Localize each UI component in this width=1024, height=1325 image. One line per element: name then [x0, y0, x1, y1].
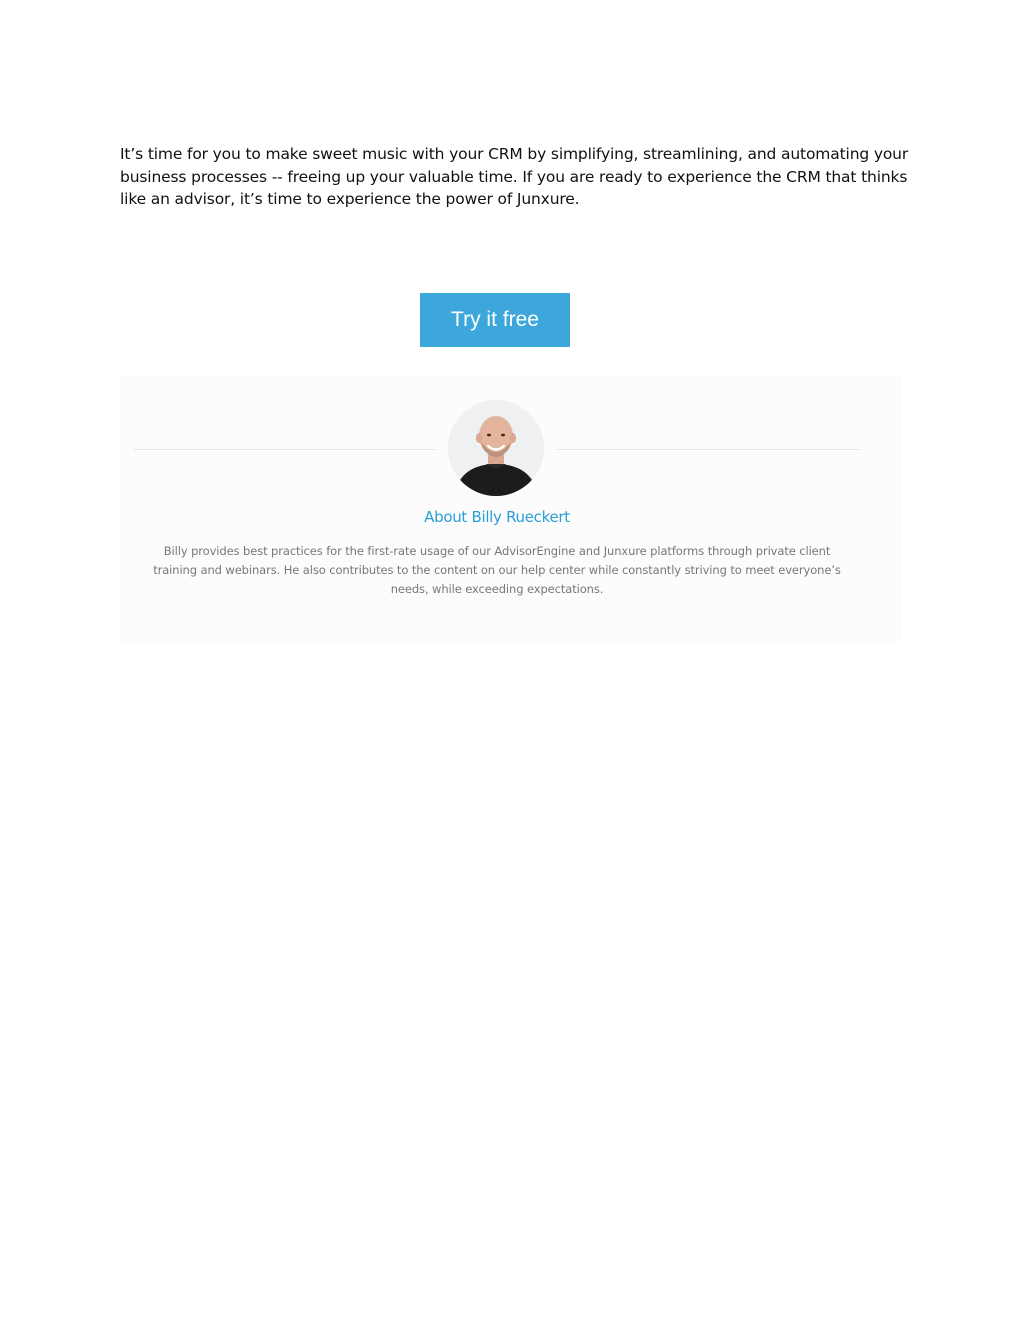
author-heading-link[interactable]: About Billy Rueckert	[424, 508, 570, 526]
divider-left	[134, 449, 436, 450]
author-card	[120, 376, 902, 642]
author-photo-icon	[448, 400, 544, 496]
author-bio: Billy provides best practices for the first-rate usage of our AdvisorEngine and Junxure platforms through private client training and webinars. He also contributes to the content on our help center while constantly striving to meet everyone’s needs, while exceeding expectations.	[153, 544, 841, 596]
intro-paragraph: It’s time for you to make sweet music with your CRM by simplifying, streamlining, and automating your business processes -- freeing up your valuable time. If you are ready to experience the CRM that thinks like an advisor, it’s time to experience the power of Junxure.	[120, 145, 909, 208]
author-avatar	[448, 400, 544, 496]
try-it-free-button[interactable]: Try it free	[420, 293, 570, 347]
divider-right	[557, 449, 860, 450]
